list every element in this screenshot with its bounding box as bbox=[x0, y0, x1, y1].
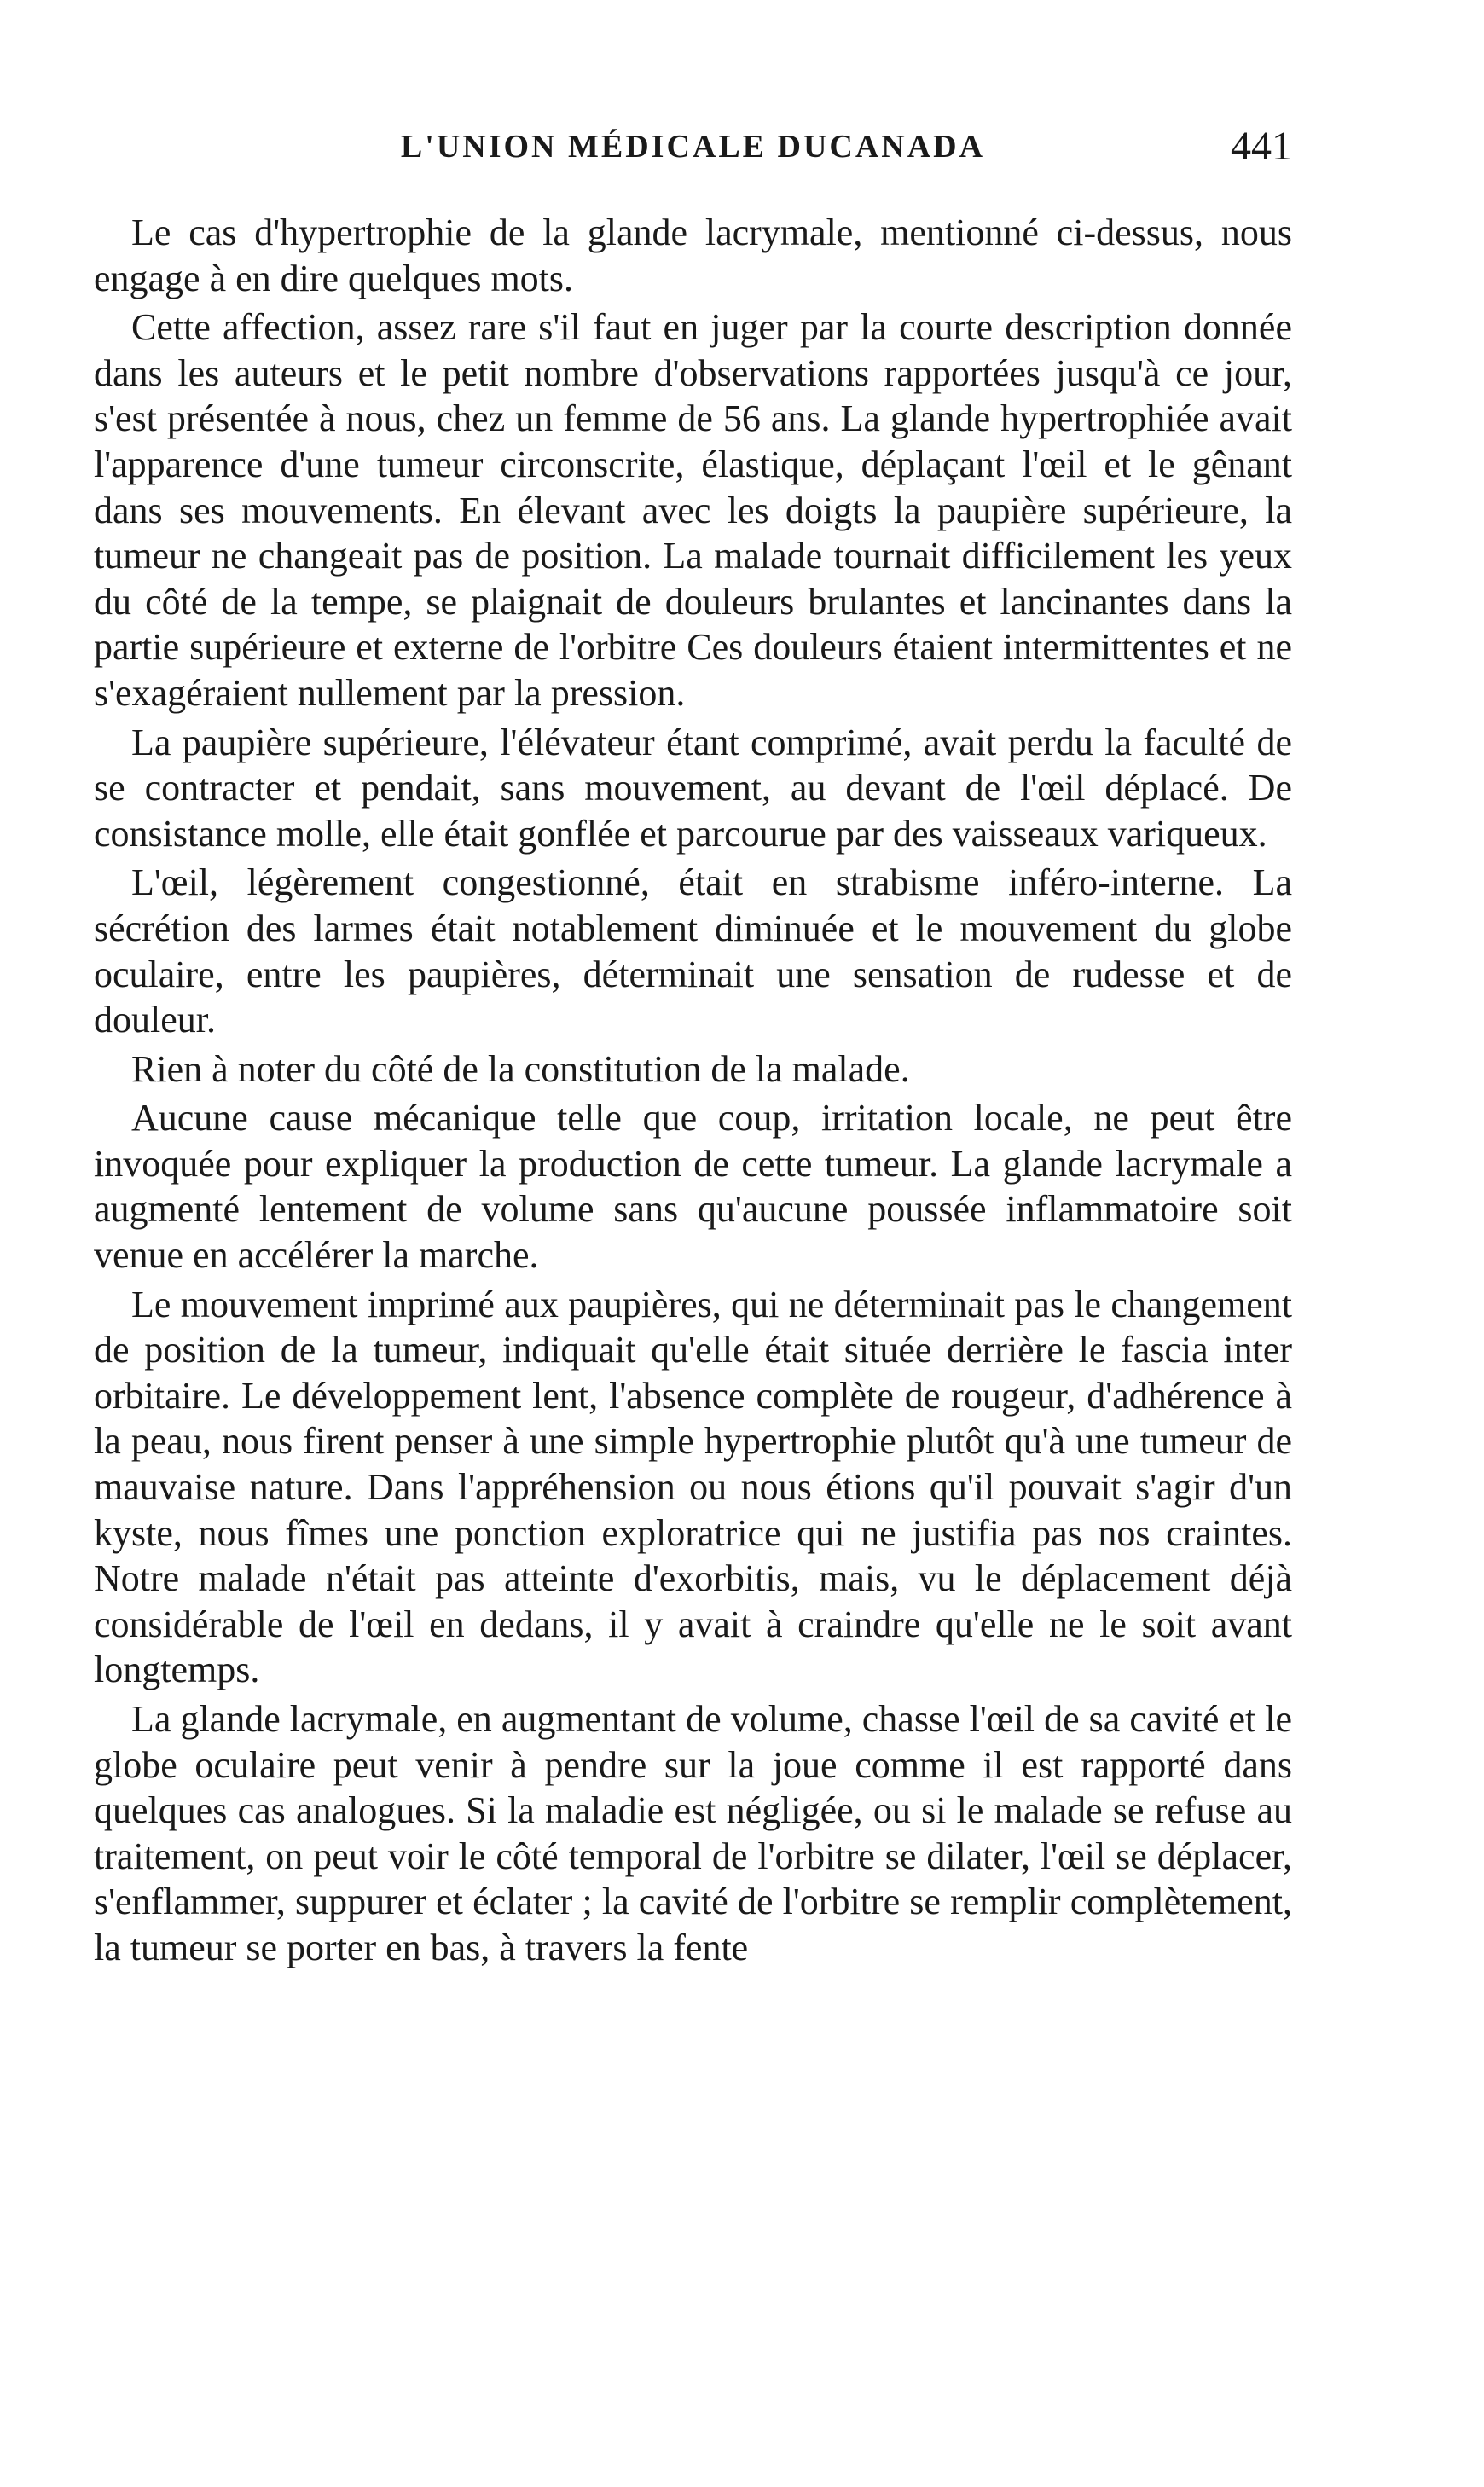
paragraph: Cette affection, assez rare s'il faut en juger par la courte description donnée dans les auteurs et le petit nombre d'observations rapportées jusqu'à ce jour, s'est présentée à nous, chez un femme de 56 ans. La glande hypertrophiée avait l'apparence d'une tumeur circonscrite, élastique, déplaçant l'œil et le gênant dans ses mouvements. En élevant avec les doigts la paupière supérieure, la tumeur ne changeait pas de position. La malade tournait difficilement les yeux du côté de la tempe, se plaignait de douleurs brulantes et lancinantes dans la partie supérieure et externe de l'orbitre Ces douleurs étaient intermittentes et ne s'exagéraient nullement par la pression. bbox=[94, 306, 1292, 714]
paragraph: L'œil, légèrement congestionné, était en strabisme inféro-interne. La sécrétion des larmes était notablement diminuée et le mouvement du globe oculaire, entre les paupières, déterminait une sensation de rudesse et de douleur. bbox=[94, 861, 1292, 1041]
paragraph: Rien à noter du côté de la constitution de la malade. bbox=[131, 1047, 910, 1090]
paragraph: Le mouvement imprimé aux paupières, qui ne déterminait pas le changement de position de la tumeur, indiquait qu'elle était située derrière le fascia inter orbitaire. Le développement lent, l'absence complète de rougeur, d'adhérence à la peau, nous firent penser à une simple hypertrophie plutôt qu'à une tumeur de mauvaise nature. Dans l'appréhension ou nous étions qu'il pouvait s'agir d'un kyste, nous fîmes une ponction exploratrice qui ne justifia pas nos craintes. Notre malade n'était pas atteinte d'exorbitis, mais, vu le déplacement déjà considérable de l'œil en dedans, il y avait à craindre qu'elle ne le soit avant longtemps. bbox=[94, 1283, 1292, 1691]
page-number: 441 bbox=[1231, 124, 1292, 169]
text-body bbox=[94, 210, 1292, 1971]
paragraph: La glande lacrymale, en augmentant de volume, chasse l'œil de sa cavité et le globe oculaire peut venir à pendre sur la joue comme il est rapporté dans quelques cas analogues. Si la maladie est négligée, ou si le malade se refuse au traitement, on peut voir le côté temporal de l'orbitre se dilater, l'œil se déplacer, s'enflammer, suppurer et éclater ; la cavité de l'orbitre se remplir complètement, la tumeur se porter en bas, à travers la fente bbox=[94, 1698, 1292, 1968]
document-page bbox=[94, 124, 1292, 1974]
paragraph: La paupière supérieure, l'élévateur étant comprimé, avait perdu la faculté de se contracter et pendait, sans mouvement, au devant de l'œil déplacé. De consistance molle, elle était gonflée et parcourue par des vaisseaux variqueux. bbox=[94, 721, 1292, 855]
journal-title: L'UNION MÉDICALE DUCANADA bbox=[400, 129, 986, 165]
paragraph: Le cas d'hypertrophie de la glande lacrymale, mentionné ci-dessus, nous engage à en dire quelques mots. bbox=[94, 212, 1292, 299]
running-header bbox=[94, 124, 1292, 179]
paragraph: Aucune cause mécanique telle que coup, irritation locale, ne peut être invoquée pour expliquer la production de cette tumeur. La glande lacrymale a augmenté lentement de volume sans qu'aucune poussée inflammatoire soit venue en accélérer la marche. bbox=[94, 1097, 1292, 1277]
